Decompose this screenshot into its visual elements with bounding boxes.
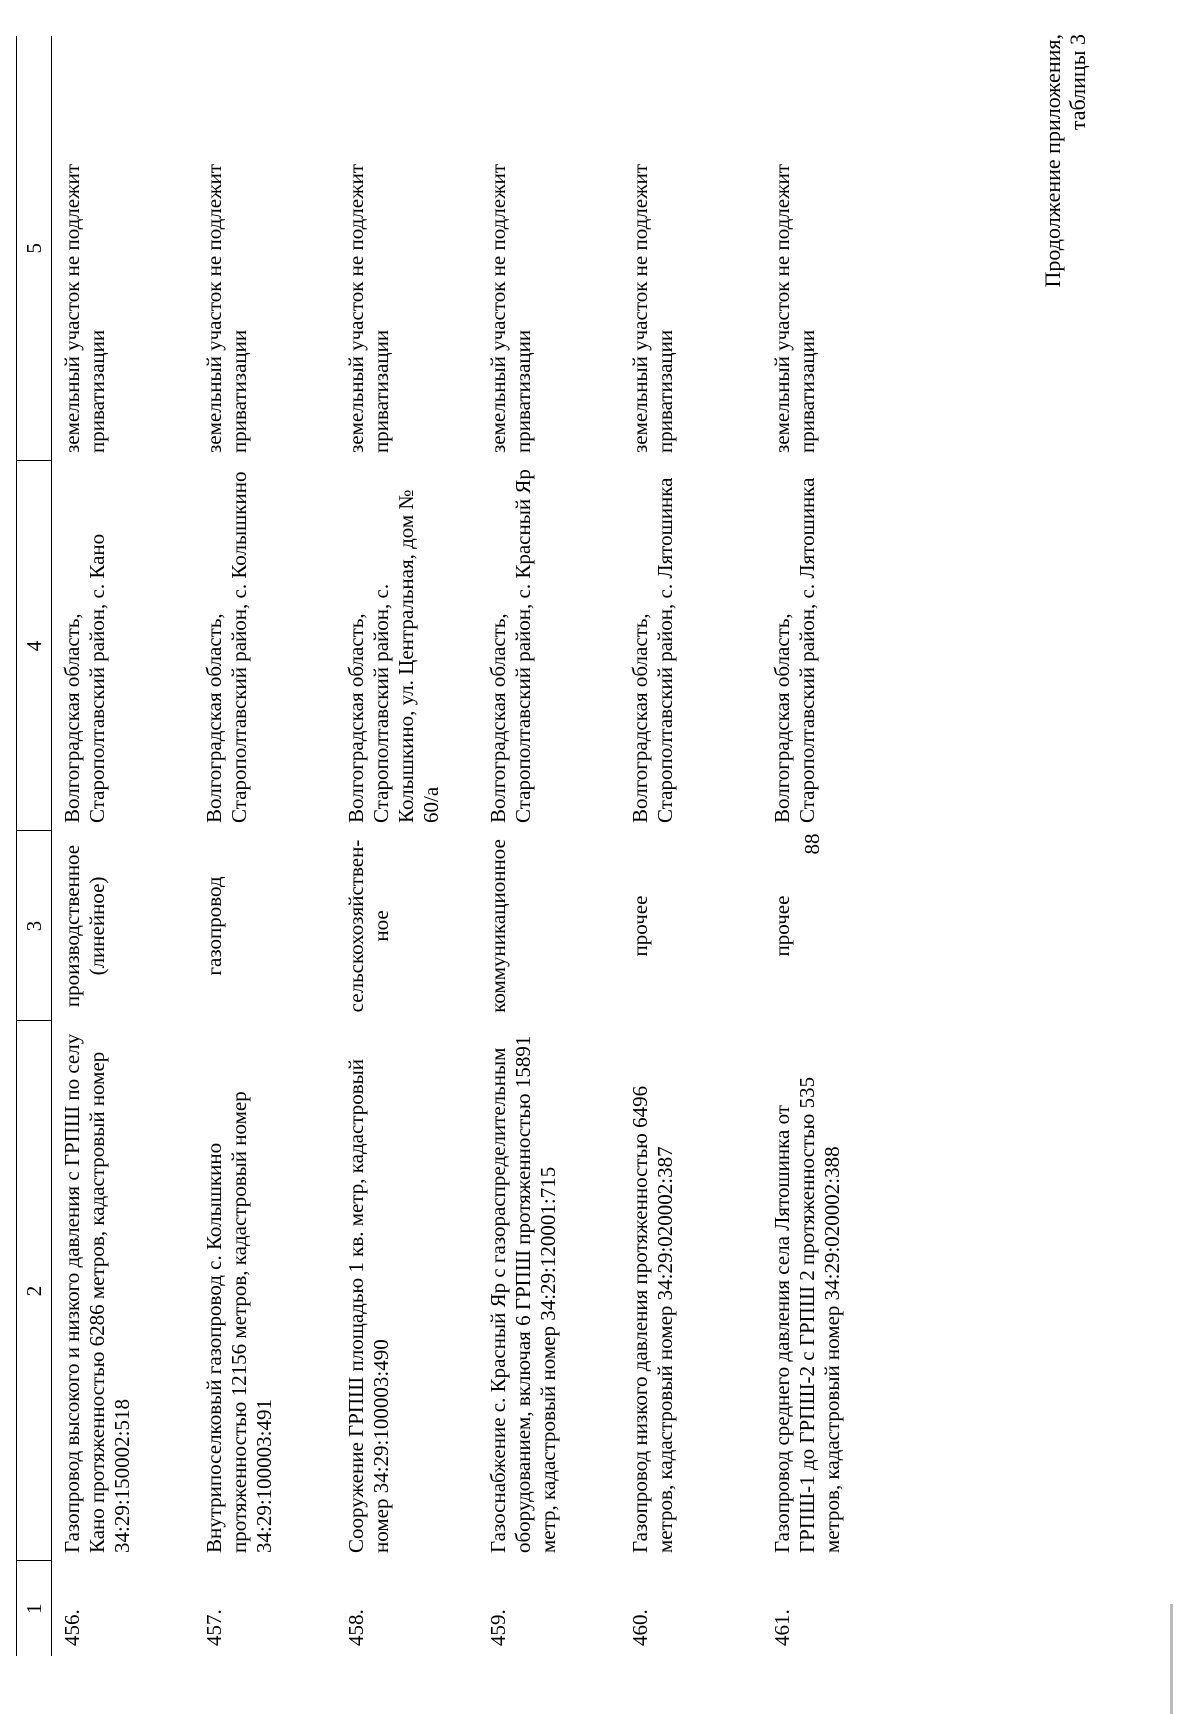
- table-row: [194, 36, 336, 1656]
- column-header-4: 4: [17, 461, 52, 831]
- object-address: Волгоградская область, Старополтавский район, с. Колышкино: [202, 471, 251, 823]
- column-header-2: 2: [17, 1021, 52, 1561]
- object-name: Газопровод низкого давления протяженностью 6496 метров, кадастровый номер 34:29:020002:387: [628, 1085, 677, 1553]
- column-header-3: 3: [17, 831, 52, 1021]
- object-name: Сооружение ГРПШ площадью 1 кв. метр, кадастровый номер 34:29:100003:490: [344, 1058, 393, 1553]
- column-header-1: 1: [17, 1561, 52, 1656]
- object-type: газопровод: [202, 876, 226, 976]
- land-status: земельный участок не подлежит приватизации: [344, 163, 393, 453]
- table-row: [478, 36, 620, 1656]
- land-status: земельный участок не подлежит приватизации: [486, 163, 535, 453]
- table-row: [620, 36, 762, 1656]
- row-number: 456.: [60, 1609, 84, 1646]
- object-name: Газопровод высокого и низкого давления с ГРПШ по селу Кано протяженностью 6286 метров, кадастровый номер 34:29:150002:518: [60, 1033, 134, 1553]
- object-type: коммуникационное: [486, 839, 510, 1013]
- land-status: земельный участок не подлежит приватизации: [770, 163, 819, 453]
- continuation-line-1: Продолжение приложения,: [1040, 34, 1065, 288]
- row-number: 461.: [770, 1609, 794, 1646]
- object-address: Волгоградская область, Старополтавский район, с. Лятошинка: [770, 477, 819, 823]
- table-row: [52, 36, 195, 1656]
- object-address: Волгоградская область, Старополтавский район, с. Красный Яр: [486, 469, 535, 823]
- object-name: Внутрипоселковый газопровод с. Колышкино протяженностью 12156 метров, кадастровый номер 34:29:100003:491: [202, 1091, 276, 1553]
- scan-edge-mark: [1170, 1604, 1173, 1714]
- object-type: прочее: [628, 895, 652, 957]
- land-status: земельный участок не подлежит приватизации: [202, 163, 251, 453]
- row-number: 460.: [628, 1609, 652, 1646]
- page-number: 88: [800, 833, 824, 855]
- column-header-5: 5: [17, 36, 52, 461]
- continuation-line-2: таблицы 3: [1065, 34, 1090, 131]
- object-type: сельскохозяйствен-ное: [344, 839, 393, 1013]
- continuation-note: [1040, 34, 1090, 354]
- object-type: производственное (линейное): [60, 844, 109, 1008]
- land-status: земельный участок не подлежит приватизации: [628, 163, 677, 453]
- object-address: Волгоградская область, Старополтавский район, с. Лятошинка: [628, 477, 677, 823]
- row-number: 457.: [202, 1609, 226, 1646]
- object-address: Волгоградская область, Старополтавский район, с. Колышкино, ул. Центральная, дом № 60/а: [344, 489, 443, 823]
- object-name: Газопровод среднего давления села Лятошинка от ГРПШ-1 до ГРПШ-2 с ГРПШ 2 протяженностью 535 метров, кадастровый номер 34:29:020002:388: [770, 1076, 844, 1553]
- table-row: [336, 36, 478, 1656]
- property-table: [16, 36, 904, 1656]
- header-row: [17, 36, 52, 1656]
- object-type: прочее: [770, 895, 794, 957]
- object-name: Газоснабжение с. Красный Яр с газораспределительным оборудованием, включая 6 ГРПШ протяженностью 15891 метр, кадастровый номер 34:29:120001:715: [486, 1035, 560, 1553]
- row-number: 459.: [486, 1609, 510, 1646]
- land-status: земельный участок не подлежит приватизации: [60, 163, 109, 453]
- table-row: [762, 36, 904, 1656]
- row-number: 458.: [344, 1609, 368, 1646]
- object-address: Волгоградская область, Старополтавский район, с. Кано: [60, 533, 109, 823]
